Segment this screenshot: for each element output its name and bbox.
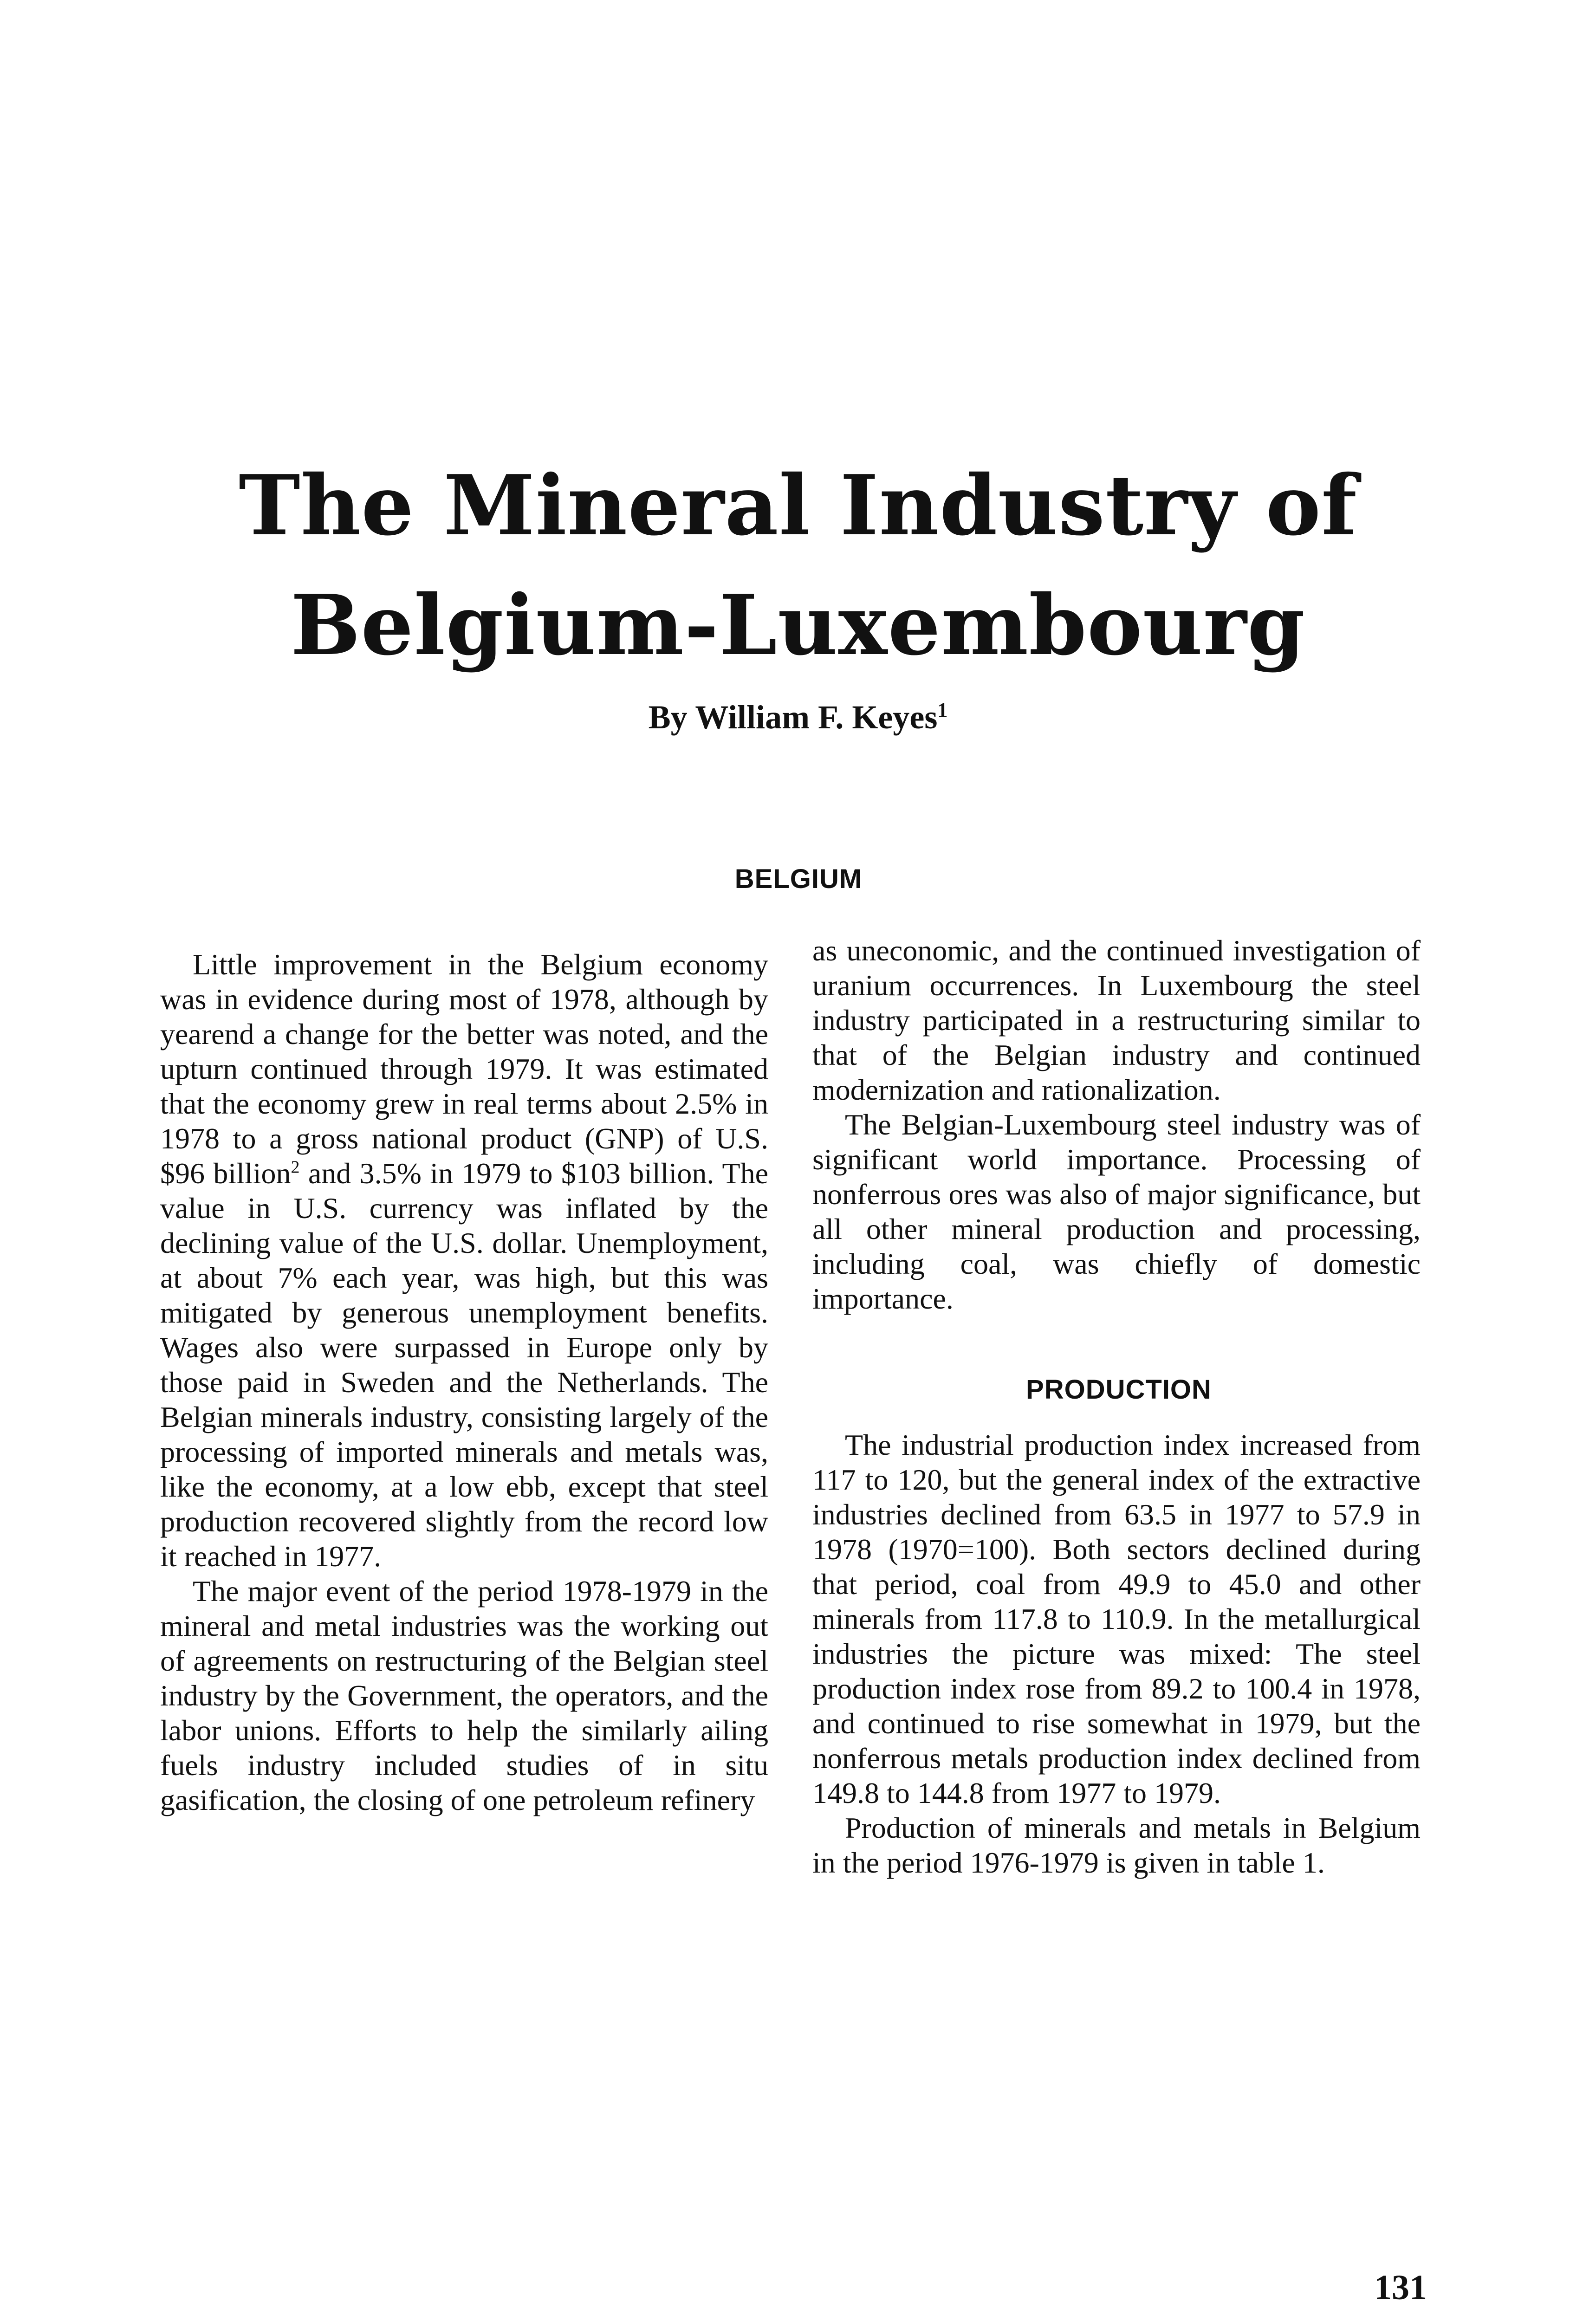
article-title (0, 446, 1596, 685)
author-footnote-mark: 1 (937, 699, 948, 721)
right-column-top (812, 933, 1421, 1316)
footnote-mark: 2 (291, 1157, 300, 1177)
page-number: 131 (1374, 2268, 1427, 2307)
paragraph: The industrial production index increased from 117 to 120, but the general index of the extractive industries declined from 63.5 in 1977 to 57.9 in 1978 (1970=100). Both sectors declined during that period, coal from 49.9 to 45.0 and other minerals from 117.8 to 110.9. In the metallurgical industries the picture was mixed: The steel production index rose from 89.2 to 100.4 in 1978, and continued to rise somewhat in 1979, but the nonferrous metals production index declined from 149.8 to 144.8 from 1977 to 1979. (812, 1428, 1421, 1809)
title-line-2: Belgium-Luxembourg (290, 577, 1306, 674)
left-column (160, 947, 768, 1817)
title-line-1: The Mineral Industry of (239, 457, 1357, 554)
author-name: By William F. Keyes (648, 699, 938, 736)
paragraph: Production of minerals and metals in Belgium in the period 1976-1979 is given in table 1. (812, 1811, 1421, 1879)
paragraph: as uneconomic, and the continued investigation of uranium occurrences. In Luxembourg the steel industry participated in a restructuring similar to that of the Belgian industry and continued modernization and rationalization. (812, 934, 1421, 1106)
section-heading-belgium: BELGIUM (734, 864, 863, 894)
section-heading-production: PRODUCTION (1026, 1374, 1212, 1405)
paragraph: The Belgian-Luxembourg steel industry was of significant world importance. Processing of nonferrous ores was also of major significance, but all other mineral production and processing, including coal, was chiefly of domestic importance. (812, 1108, 1421, 1315)
paragraph-text: and 3.5% in 1979 to $103 billion. The value in U.S. currency was inflated by the declining value of the U.S. dollar. Unemployment, at about 7% each year, was high, but this was mitigated by generous unemployment benefits. Wages also were surpassed in Europe only by those paid in Sweden and the Netherlands. The Belgian minerals industry, consisting largely of the processing of imported minerals and metals was, like the economy, at a low ebb, except that steel production recovered slightly from the record low it reached in 1977. (160, 1157, 769, 1573)
paragraph: The major event of the period 1978-1979 in the mineral and metal industries was the working out of agreements on restructuring of the Belgian steel industry by the Government, the operators, and the labor unions. Efforts to help the similarly ailing fuels industry included studies of in situ gasification, the closing of one petroleum refinery (160, 1575, 768, 1816)
paragraph (160, 947, 768, 1574)
right-column-bottom (812, 1427, 1421, 1880)
paragraph-text: Little improvement in the Belgium economy was in evidence during most of 1978, although by yearend a change for the better was noted, and the upturn continued through 1979. It was estimated that the economy grew in real terms about 2.5% in 1978 to a gross national product (GNP) of U.S. $96 billion (160, 948, 768, 1190)
author-byline (0, 696, 1596, 738)
